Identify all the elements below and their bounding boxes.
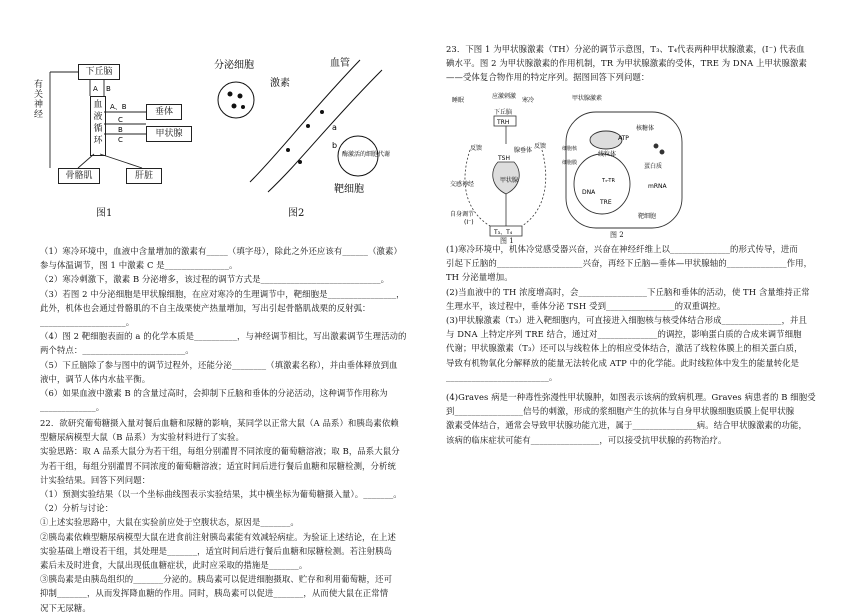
q22-line: ①上述实验思路中，大鼠在实验前应处于空腹状态，原因是_______。 [40,517,299,528]
q22-line: 况下无尿糖。 [40,602,91,613]
q22-line: ③胰岛素是由胰岛组织的_______分泌的。胰岛素可以促进细胞摄取、贮存和利用葡萄糖，还可 [40,574,393,585]
fig1-hypothalamus: 下丘脑 [78,64,120,80]
left-line: 此外，机体也会通过骨骼肌的不自主战栗使产热量增加，写出引起骨骼肌战栗的反射弧： [40,302,371,313]
fig1-arrow-a: A [93,85,98,93]
q22-line: ②胰岛素依赖型糖尿病模型大鼠在进食前注射胰岛素能有效减轻病症。为验证上述结论，在上述 [40,531,396,542]
left-line: 参与体温调节，图 1 中激素 C 是_______________。 [40,260,238,271]
fig2-diagram [210,52,390,202]
q22-line: 抑制_______，从而发挥降血糖的作用。同时，胰岛素可以促进_______，从而使大鼠在正常情 [40,588,389,599]
question-22 [40,416,424,615]
q23-intro-line: ——受体复合物作用的特定序列。据图回答下列问题： [446,72,650,83]
fig4-nucleus: 细胞核 [562,146,578,152]
fig3-feedback-1: 反馈 [470,145,483,152]
q23-line: (2)当血液中的 TH 浓度增高时，会________________下丘脑和垂体的活动，使 TH 含量维持正常 [446,286,810,297]
left-line: 两个特点：________________________。 [40,345,194,356]
q23-intro [446,42,826,85]
fig4-ribosome: 核糖体 [636,125,655,132]
q23-line: 该病的临床症状可能有________________，可以接受抗甲状腺的药物治疗。 [446,434,727,445]
q22-line: 实验思路：取 A 品系大鼠分为若干组，每组分别灌胃不同浓度的葡萄糖溶液；取 B，品系大鼠分 [40,446,400,457]
fig4-atp: ATP [618,135,629,142]
left-line: （2）寒冷刺激下，激素 B 分泌增多，该过程的调节方式是____________________________。 [40,274,390,285]
q23-line: (4)Graves 病是一种毒性弥漫性甲状腺肿，如图表示该病的致病机理。Graves 病患者的 B 细胞受 [446,392,816,403]
q23-line: 引起下丘脑的____________________兴奋，再经下丘脑—垂体—甲状腺轴的______________作用， [446,258,813,269]
fig1-blood-circulation: 血液循环 [90,96,106,156]
q22-line: 计实验结果。回答下列问题： [40,474,151,485]
fig4-target-cell: 靶细胞 [638,213,657,220]
fig2-caption: 图2 [288,208,305,219]
fig2-receptor-a: a [332,123,337,132]
q22-line: 22．欲研究葡萄糖摄入量对餐后血糖和尿糖的影响，某同学以正常大鼠（A 品系）和胰岛素依赖 [40,418,399,428]
figure-4 [562,90,686,240]
fig1-muscle: 骨骼肌 [58,168,100,184]
q22-line: 素后未及时进食，大鼠出现低血糖症状，此时应采取的措施是_______。 [40,560,308,571]
q23-line: 代谢；甲状腺激素（T₃）还可以与线粒体上的相应受体结合，激活了线粒体膜上的相关蛋白质， [446,343,803,354]
question-23 [446,242,826,447]
fig2-vessel: 血管 [330,58,350,69]
fig3-hypothalamus: 下丘脑 [494,109,513,116]
q23-line: 导致有机物氧化分解释放的能量无法转化成 ATP 中的化学能。此时线粒体中发生的能量转化是 [446,357,800,368]
fig2-cell-text: 酶激活的细胞代谢 [342,151,390,158]
figure-2 [210,52,390,232]
left-line: （6）如果血液中激素 B 的含量过高时，会抑制下丘脑和垂体的分泌活动，这种调节作用称为 [40,388,388,399]
fig3-tsh: TSH [498,155,510,162]
fig3-stress: 应激刺激 [492,93,517,100]
fig4-caption: 图 2 [610,231,624,239]
fig4-mrna: mRNA [648,183,667,190]
fig1-arrow-c2: C [118,136,123,144]
fig1-thyroid: 甲状腺 [146,126,192,142]
fig2-receptor-b: b [332,141,338,150]
fig4-dna: DNA [582,189,596,196]
fig1-caption: 图1 [96,208,113,219]
q22-line: 型糖尿病模型大鼠（B 品系）为实验材料进行了实验。 [40,432,244,443]
left-line: （4）图 2 靶细胞表面的 a 的化学本质是__________，与神经调节相比，写出激素调节生理活动的 [40,331,407,342]
fig3-iodine: (I⁻) [464,219,474,226]
fig1-arrow-c: C [118,116,123,124]
q23-line: 到________________信号的刺激，形成的浆细胞产生的抗体与自身甲状腺细胞质膜上促甲状腺 [446,406,795,417]
fig3-t3t4: T₃、T₄ [494,229,513,236]
q23-line: 与 DNA 上特定序列 TRE 结合，通过对______________的调控，影响蛋白质的合成来调节细胞 [446,329,802,340]
left-questions [40,244,424,414]
fig4-cell-membrane: 细胞膜 [562,160,578,166]
q22-line: 为若干组，每组分别灌胃不同浓度的葡萄糖溶液；适宜时间后进行餐后血糖和尿糖检测，分析统 [40,460,396,471]
fig4-t3tr: T₃-TR [602,178,615,184]
fig4-th-membrane: 甲状腺激素 [572,95,603,102]
fig1-arrow-b2: B [118,126,123,134]
fig3-trh: TRH [497,119,510,126]
q23-line: 生理水平，该过程中，垂体分泌 TSH 受到________________的双重调控。 [446,300,726,311]
fig1-arrows [34,58,194,198]
fig4-mito: 线粒体 [598,151,617,158]
q22-line: （1）预测实验结果（以一个坐标曲线图表示实验结果，其中横坐标为葡萄糖摄入量）。_______。 [40,489,402,500]
fig3-caption: 图 1 [500,237,514,245]
fig1-side-label: 有关神经 [34,80,44,120]
q22-line: 实验基础上增设若干组，其处理是_______，适宜时间后进行餐后血糖和尿糖检测。若注射胰岛 [40,545,393,556]
fig1-arrow-ab: A、B [110,103,127,111]
left-line: （1）寒冷环境中，血液中含量增加的激素有_____（填字母），除此之外还应该有______（激素） [40,246,402,256]
fig1-arrow-b: B [106,85,111,93]
q23-intro-line: 碘水平。图 2 为甲状腺激素的作用机制，TR 为甲状腺激素的受体，TRE 为 DNA 上甲状腺激素 [446,58,807,69]
fig2-hormone: 激素 [270,78,290,89]
fig3-sleep: 睡眠 [452,97,465,104]
q23-line: TH 分泌量增加。 [446,272,513,283]
figure-3 [450,90,562,245]
fig3-pituitary: 腺垂体 [514,147,533,154]
fig4-protein: 蛋白质 [644,163,663,170]
fig3-sympathetic: 交感神经 [450,181,475,188]
q23-line: (3)甲状腺激素（T₃）进入靶细胞内，可直接进入细胞核与核受体结合形成______________，并且 [446,315,808,326]
fig4-tre: TRE [600,199,612,206]
q22-line: （2）分析与讨论： [40,503,114,514]
fig3-feedback-2: 反馈 [534,143,547,150]
figure-1 [34,58,184,230]
fig1-liver: 肝脏 [126,168,162,184]
fig4-diagram [562,90,686,240]
q23-line: 激素受体结合，通常会导致甲状腺功能亢进，属于_______________病。结合甲状腺激素的功能， [446,420,807,431]
fig1-pituitary: 垂体 [146,104,182,120]
fig3-diagram [450,90,562,240]
left-line: （3）若图 2 中分泌细胞是甲状腺细胞，在应对寒冷的生理调节中，靶细胞是________________， [40,288,405,299]
fig2-secreting-cell: 分泌细胞 [214,60,254,71]
left-line: _____________。 [40,402,105,413]
fig3-autoreg: 自身调节 [450,211,475,218]
q23-line: ________________________。 [446,371,558,382]
fig2-target-cell: 靶细胞 [334,184,364,195]
left-line: ____________________。 [40,317,135,328]
q23-line: (1)寒冷环境中，机体冷觉感受器兴奋，兴奋在神经纤维上以______________的形式传导，进而 [446,244,798,254]
fig3-cold: 寒冷 [522,97,535,104]
q23-intro-line: 23．下图 1 为甲状腺激素（TH）分泌的调节示意图，T₃、T₄代表两种甲状腺激素，(I⁻) 代表血 [446,44,805,54]
left-line: （5）下丘脑除了参与图中的调节过程外，还能分泌________（填激素名称），并由垂体释放到血 [40,359,398,370]
fig3-thyroid: 甲状腺 [500,177,519,184]
left-line: 液中，调节人体内水盐平衡。 [40,373,151,384]
